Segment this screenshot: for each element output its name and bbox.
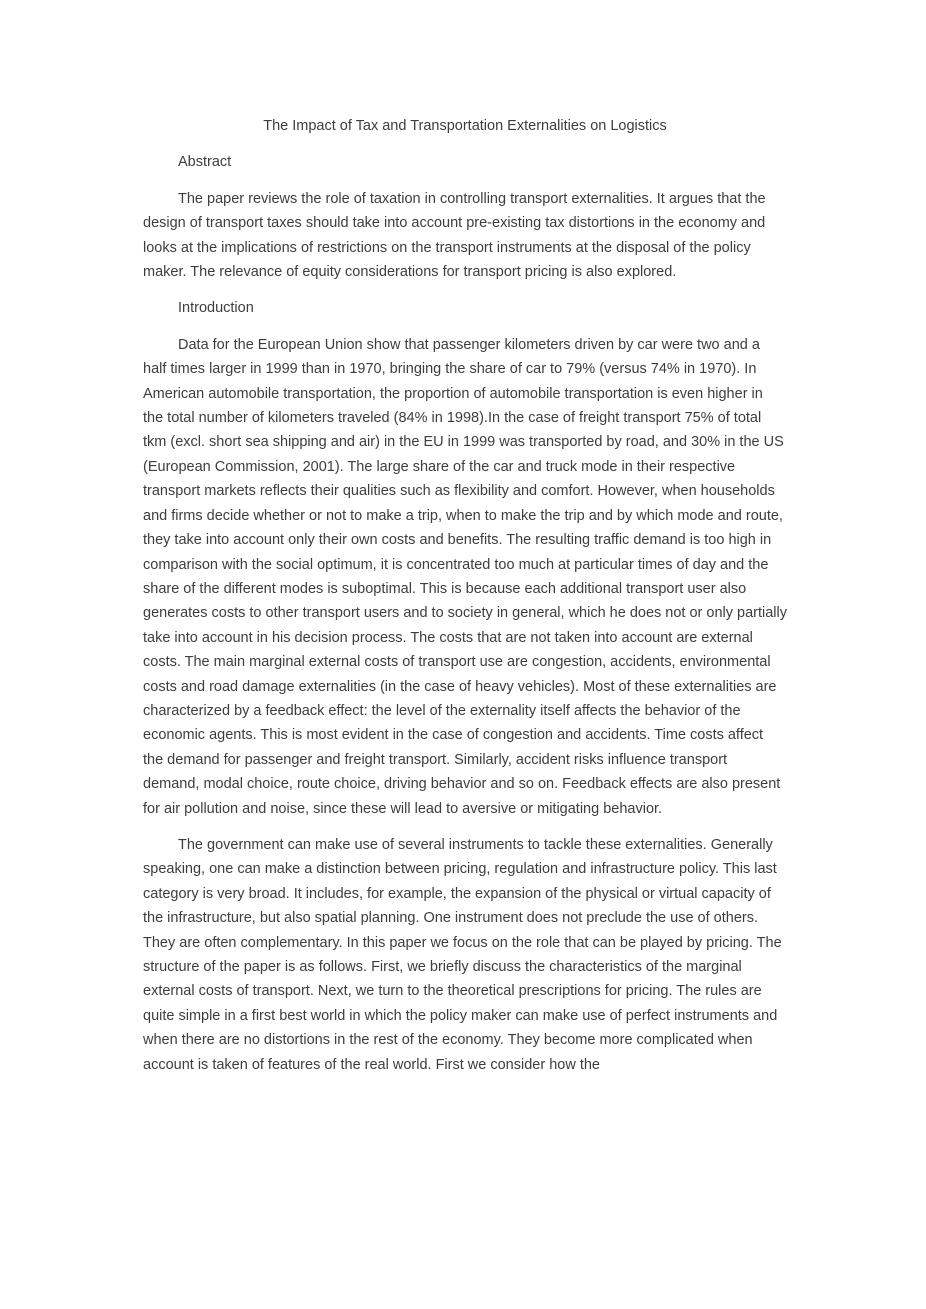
abstract-heading: Abstract — [178, 154, 232, 171]
introduction-paragraph-1: Data for the European Union show that passenger kilometers driven by car were two and a half times larger in 1999 than in 1970, bringing the share of car to 79% (versus 74% in 1970). In American automobile transportation, the proportion of automobile transportation is even higher in the total number of kilometers traveled (84% in 1998).In the case of freight transport 75% of total tkm (excl. short sea shipping and air) in the EU in 1999 was transported by road, and 30% in the US (European Commission, 2001). The large share of the car and truck mode in their respective transport markets reflects their qualities such as flexibility and comfort. However, when households and firms decide whether or not to make a trip, when to make the trip and by which mode and route, they take into account only their own costs and benefits. The resulting traffic demand is too high in comparison with the social optimum, it is concentrated too much at particular times of day and the share of the different modes is suboptimal. This is because each additional transport user also generates costs to other transport users and to society in general, which he does not or only partially take into account in his decision process. The costs that are not taken into account are external costs. The main marginal external costs of transport use are congestion, accidents, environmental costs and road damage externalities (in the case of heavy vehicles). Most of these externalities are characterized by a feedback effect: the level of the externality itself affects the behavior of the economic agents. This is most evident in the case of congestion and accidents. Time costs affect the demand for passenger and freight transport. Similarly, accident risks influence transport demand, modal choice, route choice, driving behavior and so on. Feedback effects are also present for air pollution and noise, since these will lead to aversive or mitigating behavior. — [143, 336, 787, 817]
abstract-paragraph: The paper reviews the role of taxation in controlling transport externalities. It argues that the design of transport taxes should take into account pre-existing tax distortions in the economy and looks at the implications of restrictions on the transport instruments at the disposal of the policy maker. The relevance of equity considerations for transport pricing is also explored. — [143, 190, 766, 281]
introduction-paragraph-2: The government can make use of several instruments to tackle these externalities. Generally speaking, one can make a distinction between pricing, regulation and infrastructure policy. This last category is very broad. It includes, for example, the expansion of the physical or virtual capacity of the infrastructure, but also spatial planning. One instrument does not preclude the use of others. They are often complementary. In this paper we focus on the role that can be played by pricing. The structure of the paper is as follows. First, we briefly discuss the characteristics of the marginal external costs of transport. Next, we turn to the theoretical prescriptions for pricing. The rules are quite simple in a first best world in which the policy maker can make use of perfect instruments and when there are no distortions in the rest of the economy. They become more complicated when account is taken of features of the real world. First we consider how the — [143, 836, 782, 1073]
introduction-heading: Introduction — [178, 300, 254, 317]
paper-title: The Impact of Tax and Transportation Externalities on Logistics — [263, 118, 667, 134]
